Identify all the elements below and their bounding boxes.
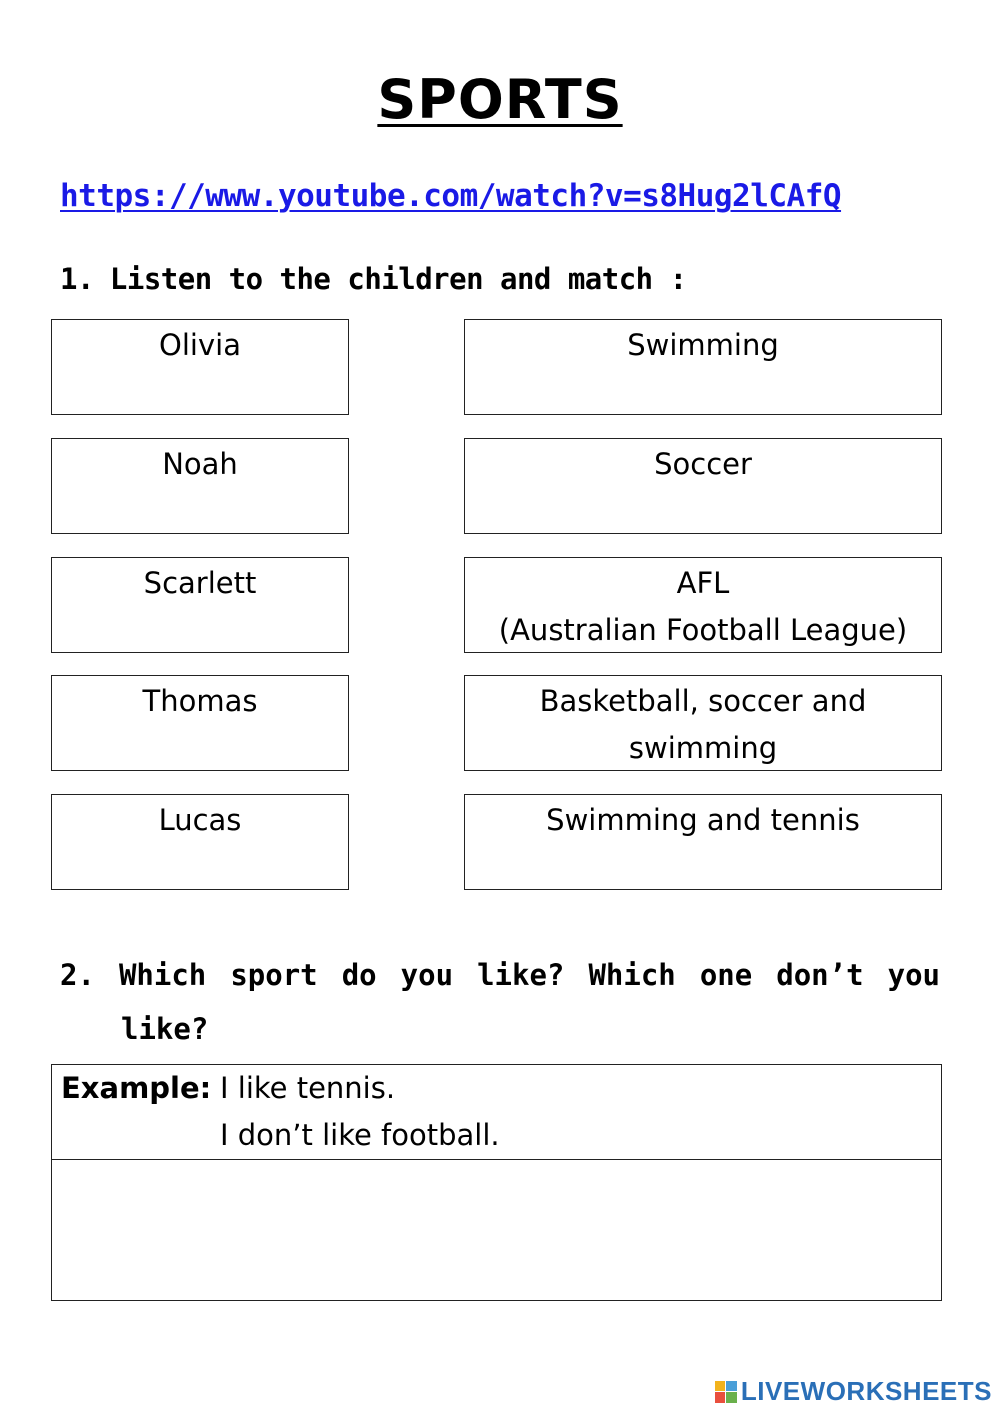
sport-label: Basketball, soccer and	[539, 684, 867, 718]
name-label: Thomas	[142, 684, 258, 718]
name-box-thomas[interactable]	[51, 675, 349, 771]
name-box-lucas[interactable]	[51, 794, 349, 890]
sport-label: AFL	[676, 566, 730, 600]
example-line-2: I don’t like football.	[220, 1118, 500, 1152]
sport-box-basketball-soccer-swimming[interactable]	[464, 675, 942, 771]
name-box-noah[interactable]	[51, 438, 349, 534]
answer-area[interactable]	[52, 1160, 941, 1300]
liveworksheets-logo	[715, 1376, 992, 1407]
question-2-word: Which	[118, 958, 207, 992]
sport-box-swimming-tennis[interactable]	[464, 794, 942, 890]
question-1-text: Listen to the children and match :	[109, 262, 687, 296]
question-2-word: sport	[230, 958, 318, 992]
question-2-word: do	[341, 958, 377, 992]
question-2-word: Which	[588, 958, 676, 992]
logo-text: LIVEWORKSHEETS	[740, 1376, 992, 1406]
name-label: Lucas	[158, 803, 242, 837]
sport-label: Swimming and tennis	[546, 803, 860, 837]
question-2-line1	[60, 948, 940, 1002]
sport-box-swimming[interactable]	[464, 319, 942, 415]
page-title: SPORTS	[377, 68, 623, 131]
name-box-scarlett[interactable]	[51, 557, 349, 653]
question-2-word: one	[699, 958, 753, 992]
name-label: Noah	[162, 447, 238, 481]
question-2-word: you	[400, 958, 454, 992]
sport-box-soccer[interactable]	[464, 438, 942, 534]
question-2-line2: like?	[121, 1012, 209, 1046]
sport-label-line2: (Australian Football League)	[498, 613, 908, 647]
logo-icon	[715, 1381, 737, 1403]
name-label: Scarlett	[143, 566, 257, 600]
name-label: Olivia	[159, 328, 241, 362]
question-1-number: 1.	[60, 262, 94, 296]
sport-label: Swimming	[627, 328, 779, 362]
sport-box-afl[interactable]	[464, 557, 942, 653]
example-label: Example:	[61, 1071, 212, 1105]
sport-label-line2: swimming	[628, 731, 778, 765]
question-1	[60, 262, 687, 296]
youtube-link[interactable]: https://www.youtube.com/watch?v=s8Hug2lCAfQ	[60, 178, 842, 214]
question-2-word: don’t	[776, 958, 864, 992]
sport-label: Soccer	[654, 447, 752, 481]
question-2-number: 2.	[60, 958, 95, 992]
answer-table	[51, 1064, 942, 1301]
question-2-word: like?	[477, 958, 565, 992]
name-box-olivia[interactable]	[51, 319, 349, 415]
question-2	[60, 948, 940, 1056]
question-2-word: you	[887, 958, 940, 992]
example-line-1: I like tennis.	[220, 1071, 396, 1105]
example-row	[52, 1065, 941, 1160]
